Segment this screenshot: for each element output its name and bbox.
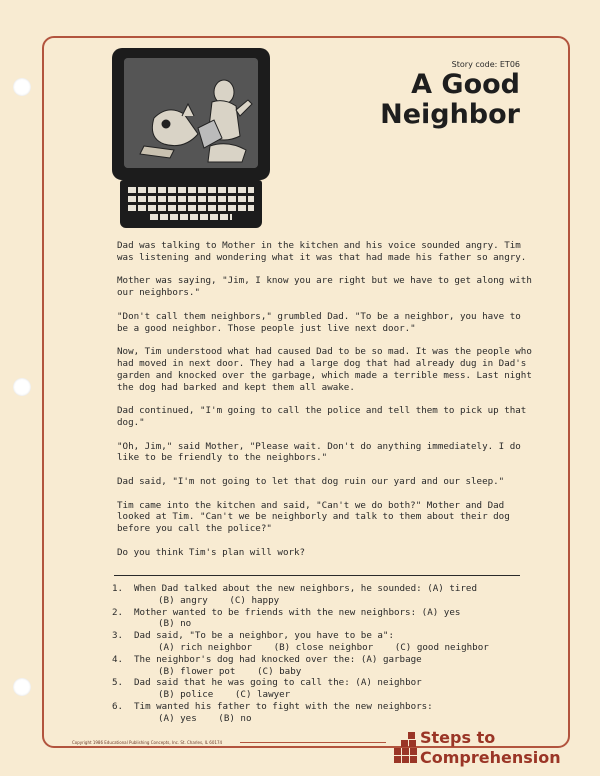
computer-icon (112, 48, 270, 180)
story-paragraph: Dad continued, "I'm going to call the police and tell them to pick up that dog." (117, 405, 527, 428)
question-text: Mother wanted to be friends with the new neighbors: (134, 606, 417, 618)
answer-option: (A) garbage (360, 653, 422, 665)
answer-option: (B) police (158, 689, 214, 701)
logo-text (420, 728, 561, 768)
story-paragraph: Mother was saying, "Jim, I know you are right but we have to get along with our neighbors." (117, 275, 532, 299)
answer-option: (A) yes (158, 712, 197, 724)
question-number: 1. (112, 583, 124, 594)
question-text: The neighbor's dog had knocked over the: (134, 653, 356, 665)
question-item (112, 630, 532, 654)
question-number: 6. (112, 700, 124, 712)
page-title (380, 70, 520, 130)
story-paragraph: Dad said, "I'm not going to let that dog ruin our yard and our sleep." (117, 475, 505, 487)
question-item (112, 654, 532, 678)
story-paragraph: Tim came into the kitchen and said, "Can't we do both?" Mother and Dad looked at Tim. "Can't we be neighborly and talk to them about their dog before you call the police?" (117, 499, 510, 535)
answer-option: (A) neighbor (355, 677, 422, 689)
answer-option: (B) flower pot (158, 665, 236, 677)
story-code: Story code: ET06 (451, 60, 520, 69)
answer-option: (A) rich neighbor (158, 641, 253, 653)
question-list (112, 583, 532, 725)
story-paragraph: Do you think Tim's plan will work? (117, 546, 306, 558)
copyright-notice: Copyright 1986 Educational Publishing Concepts, Inc. St. Charles, IL 60174 (72, 740, 223, 745)
question-item (112, 677, 532, 701)
answer-option: (B) angry (158, 594, 208, 606)
story-paragraph: "Oh, Jim," said Mother, "Please wait. Don't do anything immediately. I do like to be friendly to the neighbors." (117, 440, 521, 464)
punch-hole (13, 378, 31, 396)
keyboard-icon (120, 180, 262, 228)
question-text: Dad said that he was going to call the: (134, 677, 350, 689)
footer-rule (240, 742, 386, 743)
question-item (112, 583, 532, 607)
answer-option: (C) baby (257, 665, 302, 677)
answer-option: (C) happy (229, 594, 280, 606)
logo-line: Comprehension (420, 748, 561, 767)
screen-illustration (124, 58, 258, 168)
question-number: 3. (112, 630, 124, 642)
story-paragraph: "Don't call them neighbors," grumbled Dad. "To be a neighbor, you have to be a good neighbor. Those people just live next door." (117, 310, 521, 334)
divider (114, 575, 520, 576)
story-text (117, 240, 537, 570)
punch-hole (13, 78, 31, 96)
answer-option: (C) lawyer (234, 689, 291, 701)
question-number: 4. (112, 653, 124, 665)
answer-option: (A) yes (421, 606, 461, 618)
answer-option: (B) no (218, 712, 252, 724)
question-number: 2. (112, 606, 124, 618)
steps-logo (394, 730, 570, 770)
title-line: A Good (411, 69, 520, 100)
question-text: Dad said, "To be a neighbor, you have to be a": (134, 630, 394, 642)
story-paragraph: Dad was talking to Mother in the kitchen and his voice sounded angry. Tim was listening and wondering what it was that had made his father so angry. (117, 240, 527, 263)
steps-icon (394, 730, 420, 770)
punch-hole (13, 678, 31, 696)
answer-option: (C) good neighbor (394, 641, 489, 653)
question-item (112, 607, 532, 631)
question-number: 5. (112, 677, 124, 689)
story-paragraph: Now, Tim understood what had caused Dad to be so mad. It was the people who had moved in next door. They had a large dog that had already dug in Dad's garden and knocked over the garbage, which made a terrible mess. Last night the dog had barked and kept them all awake. (117, 346, 532, 393)
question-text: When Dad talked about the new neighbors, he sounded: (134, 583, 422, 594)
question-item (112, 701, 532, 725)
question-text: Tim wanted his father to fight with the new neighbors: (134, 700, 433, 712)
answer-option: (A) tired (427, 583, 477, 594)
answer-option: (B) close neighbor (273, 641, 374, 653)
answer-option: (B) no (158, 618, 192, 630)
logo-line: Steps to (420, 728, 496, 747)
title-line: Neighbor (380, 99, 520, 130)
